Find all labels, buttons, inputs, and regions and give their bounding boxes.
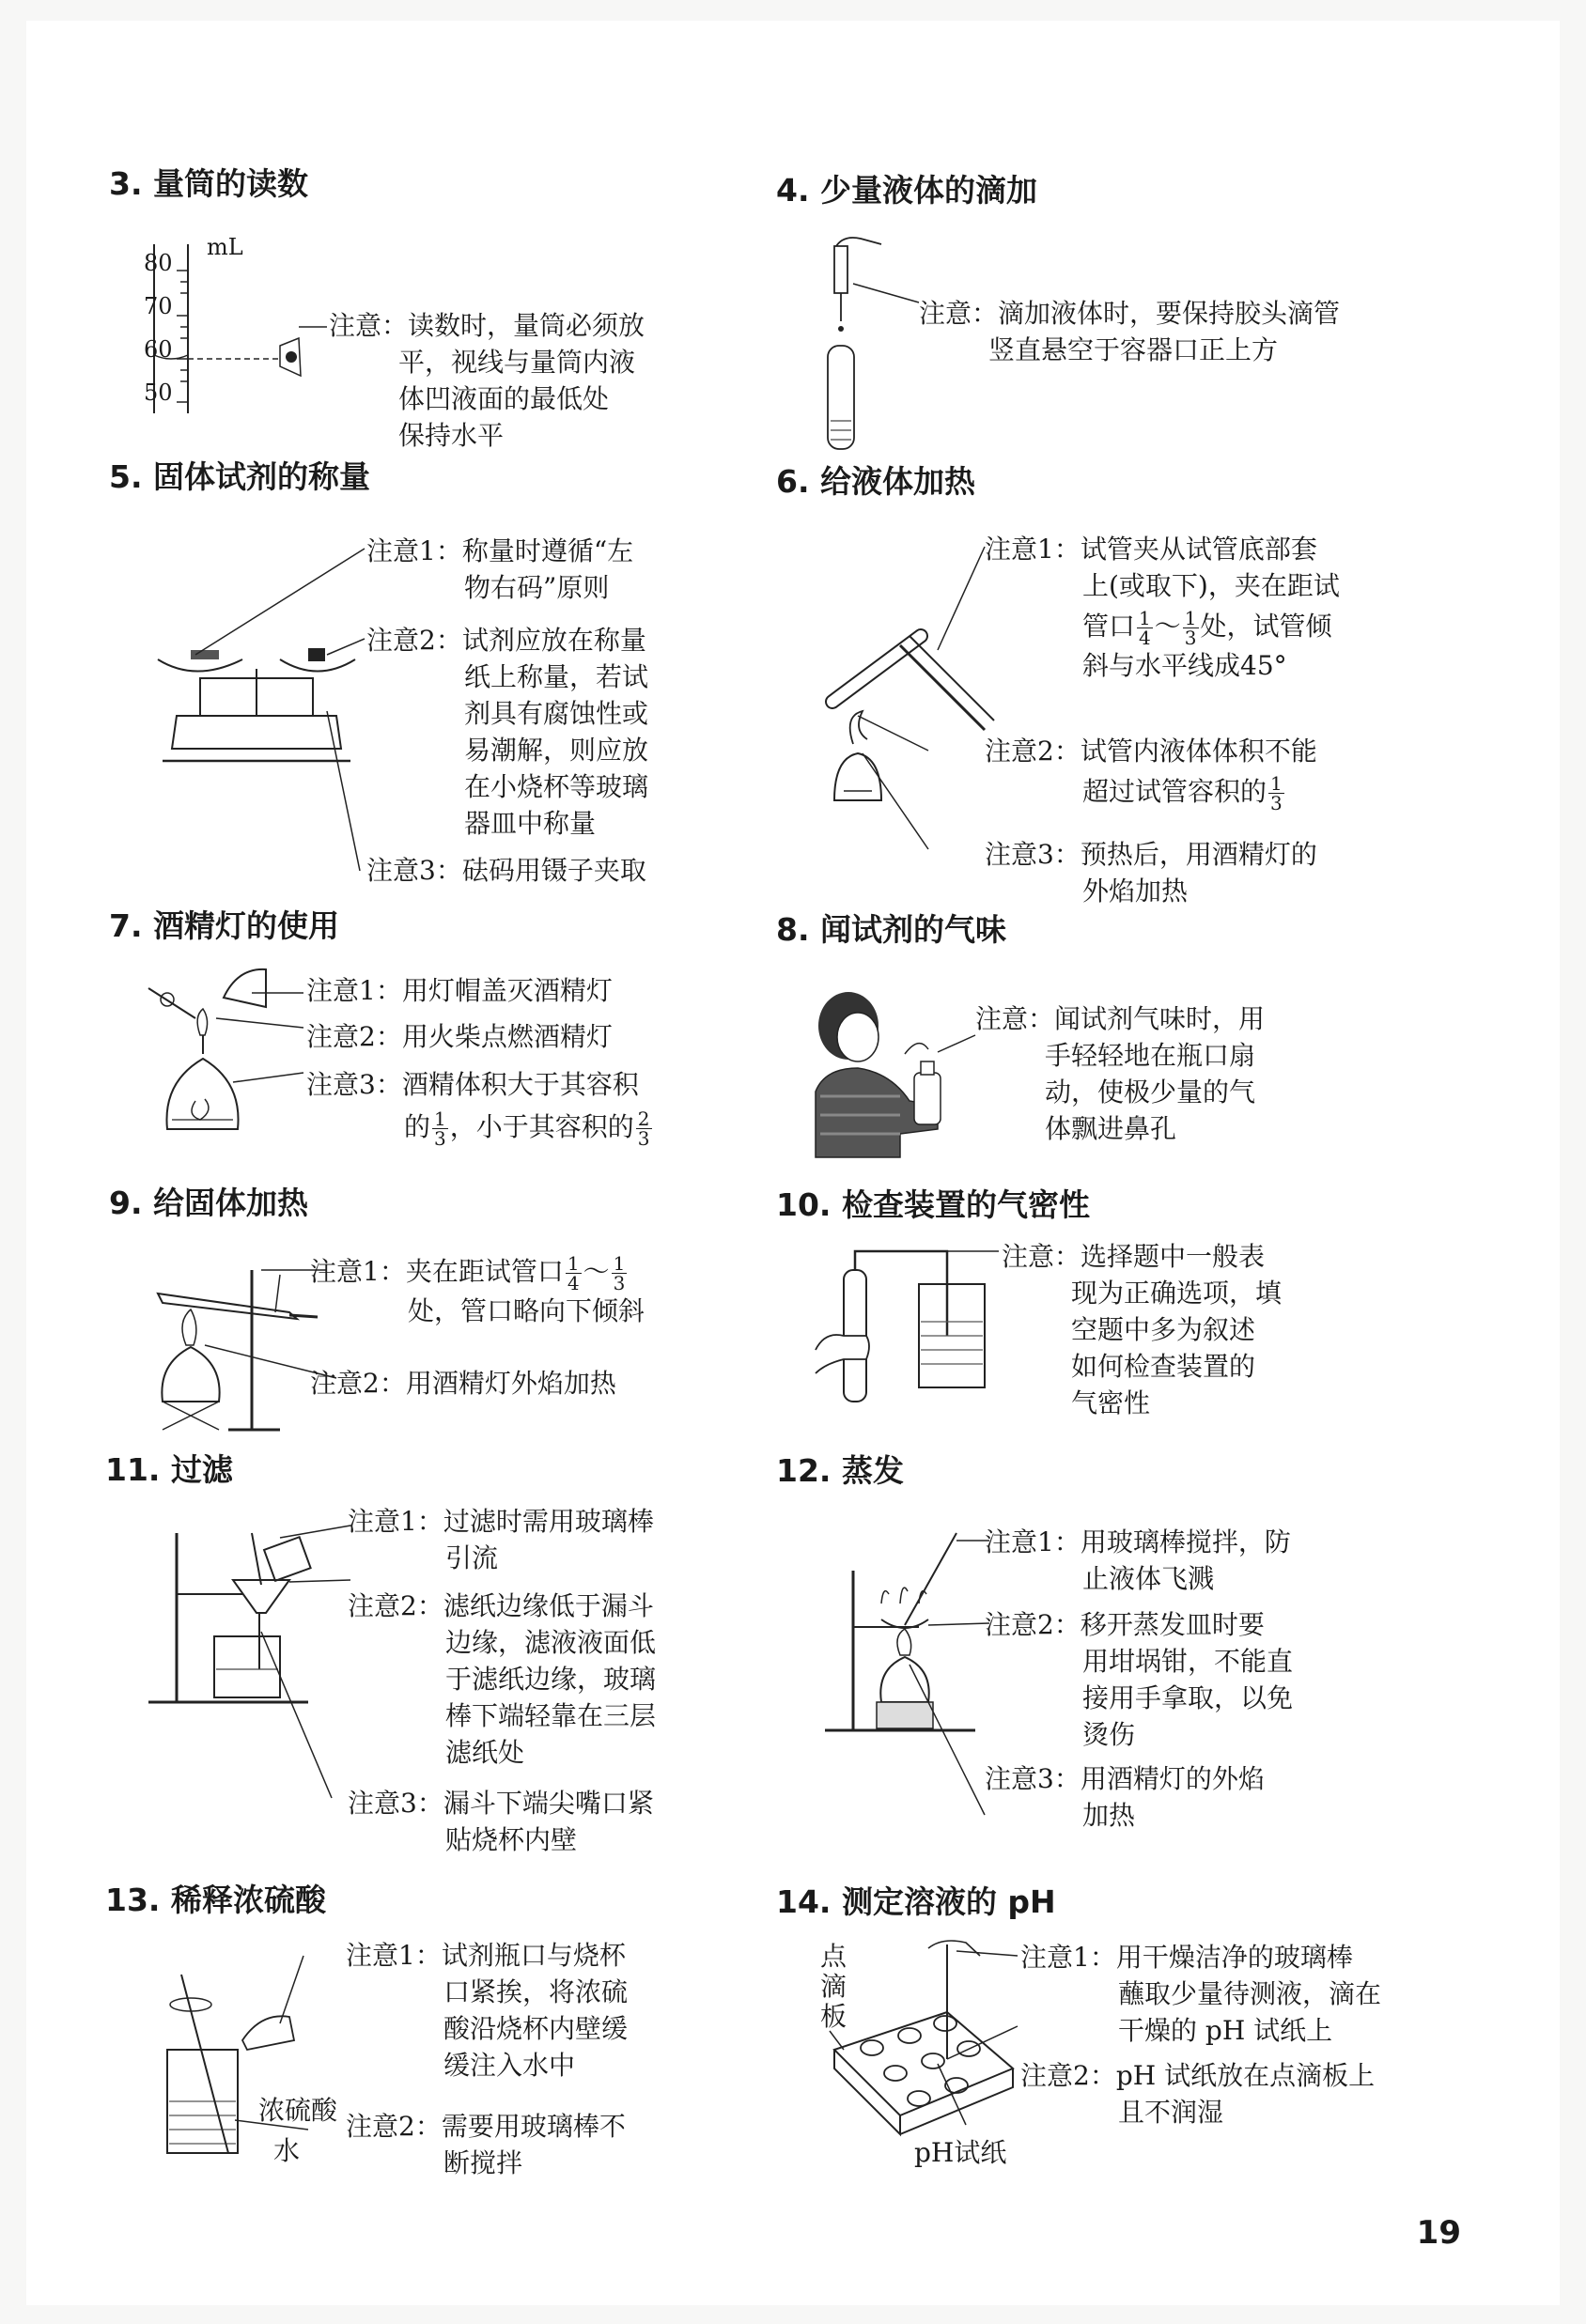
note-line: 处，管口略向下倾斜 bbox=[408, 1295, 645, 1326]
plate-label-char: 板 bbox=[820, 2001, 847, 2032]
note-line: pH 试纸放在点滴板上 bbox=[1115, 2060, 1376, 2091]
scale-50: 50 bbox=[144, 380, 173, 406]
evaporation-figure bbox=[816, 1514, 1003, 1834]
note-line: 易潮解，则应放 bbox=[464, 735, 649, 766]
note-line: 蘸取少量待测液，滴在 bbox=[1118, 1978, 1382, 2009]
numerator: 1 bbox=[1270, 772, 1283, 795]
note-label: 注意1： bbox=[985, 534, 1081, 565]
note-label: 注意1： bbox=[985, 1526, 1081, 1557]
note-line: 用酒精灯外焰加热 bbox=[405, 1368, 616, 1399]
scale-80: 80 bbox=[144, 250, 173, 276]
note-line: 酒精体积大于其容积 bbox=[401, 1069, 639, 1100]
section-9-title: 9. 给固体加热 bbox=[109, 1185, 308, 1221]
section-12-note-1 bbox=[985, 1524, 1291, 1597]
section-13-note-1 bbox=[346, 1937, 628, 2084]
note-line: 漏斗下端尖嘴口紧 bbox=[443, 1788, 654, 1819]
section-11-note-1 bbox=[348, 1503, 654, 1576]
note-line: 试管内液体体积不能 bbox=[1080, 736, 1317, 767]
section-9-note-1 bbox=[310, 1253, 645, 1329]
note-line: 用玻璃棒搅拌，防 bbox=[1080, 1526, 1291, 1557]
note-line: 用坩埚钳，不能直 bbox=[1082, 1646, 1294, 1677]
section-12-note-3 bbox=[985, 1760, 1265, 1834]
section-9-note-2 bbox=[310, 1365, 616, 1402]
note-label: 注意2： bbox=[306, 1021, 402, 1052]
note-text: 的 bbox=[404, 1111, 431, 1142]
section-11-note-3 bbox=[348, 1785, 654, 1858]
note-text: 管口 bbox=[1082, 611, 1136, 642]
note-line: 选择题中一般表 bbox=[1081, 1241, 1266, 1272]
section-8-note bbox=[975, 1000, 1265, 1147]
note-text: 处，试管倾 bbox=[1200, 611, 1332, 642]
note-line: 闻试剂气味时，用 bbox=[1054, 1003, 1266, 1034]
note-line: 动，使极少量的气 bbox=[1045, 1077, 1256, 1108]
section-5-note-3 bbox=[366, 852, 646, 889]
note-line: 棒下端轻靠在三层 bbox=[445, 1700, 657, 1731]
fraction bbox=[432, 1109, 448, 1148]
page-number: 19 bbox=[1416, 2214, 1461, 2252]
section-13-note-2 bbox=[346, 2108, 626, 2181]
note-line: 剂具有腐蚀性或 bbox=[464, 698, 649, 729]
ph-test-figure bbox=[816, 1937, 1032, 2153]
numerator: 1 bbox=[1184, 607, 1197, 629]
note-line: 口紧挨，将浓硫 bbox=[443, 1976, 629, 2007]
note-label: 注意1： bbox=[346, 1940, 442, 1971]
section-8-title: 8. 闻试剂的气味 bbox=[776, 911, 1006, 948]
plate-label bbox=[820, 1942, 847, 2032]
note-label: 注意1： bbox=[1020, 1942, 1116, 1973]
fraction bbox=[566, 1254, 582, 1293]
note-line: 酸沿烧杯内壁缓 bbox=[443, 2013, 629, 2044]
note-label: 注意1： bbox=[366, 535, 462, 566]
section-7-note-2 bbox=[306, 1018, 613, 1055]
ph-paper-label: pH试纸 bbox=[914, 2137, 1007, 2168]
note-text: ，小于其容积的 bbox=[449, 1111, 634, 1142]
scale-70: 70 bbox=[144, 293, 173, 319]
section-10-note bbox=[1002, 1238, 1282, 1421]
fraction bbox=[1183, 609, 1199, 647]
note-label: 注意3： bbox=[985, 839, 1081, 870]
section-5-title: 5. 固体试剂的称量 bbox=[109, 458, 370, 495]
note-line: 保持水平 bbox=[398, 420, 505, 451]
note-label: 注意1： bbox=[310, 1256, 406, 1287]
note-label: 注意1： bbox=[348, 1506, 443, 1537]
numerator: 1 bbox=[613, 1252, 626, 1275]
note-label: 注意2： bbox=[346, 2111, 442, 2142]
note-line: 平，视线与量筒内液 bbox=[398, 347, 636, 378]
section-13-title: 13. 稀释浓硫酸 bbox=[105, 1882, 326, 1918]
note-line: 手轻轻地在瓶口扇 bbox=[1045, 1040, 1256, 1071]
fraction bbox=[636, 1109, 652, 1148]
denominator: 4 bbox=[567, 1272, 580, 1294]
cylinder-unit: mL bbox=[207, 234, 243, 260]
note-line: 在小烧杯等玻璃 bbox=[464, 771, 649, 802]
balance-figure bbox=[148, 528, 383, 875]
note-line: 用酒精灯的外焰 bbox=[1080, 1763, 1265, 1794]
note-label: 注意： bbox=[1002, 1241, 1081, 1272]
note-line: 边缘，滤液液面低 bbox=[445, 1627, 657, 1658]
section-6-note-3 bbox=[985, 836, 1317, 909]
note-line: 竖直悬空于容器口正上方 bbox=[988, 334, 1279, 365]
note-label: 注意： bbox=[919, 298, 999, 329]
note-line: 接用手拿取，以免 bbox=[1082, 1682, 1294, 1713]
note-line: 移开蒸发皿时要 bbox=[1080, 1609, 1265, 1640]
section-4-title: 4. 少量液体的滴加 bbox=[776, 172, 1037, 209]
denominator: 3 bbox=[434, 1127, 446, 1150]
section-6-note-2 bbox=[985, 733, 1317, 813]
note-label: 注意3： bbox=[985, 1763, 1081, 1794]
section-6-note-1 bbox=[985, 531, 1340, 684]
plate-label-char: 滴 bbox=[820, 1971, 847, 2002]
note-line: 干燥的 pH 试纸上 bbox=[1118, 2015, 1333, 2046]
fraction bbox=[1137, 609, 1153, 647]
note-line: 需要用玻璃棒不 bbox=[441, 2111, 626, 2142]
note-label: 注意2： bbox=[310, 1368, 406, 1399]
denominator: 3 bbox=[1184, 627, 1197, 649]
section-11-title: 11. 过滤 bbox=[105, 1451, 233, 1488]
note-line: 物右码”原则 bbox=[464, 572, 610, 603]
note-line: 断搅拌 bbox=[443, 2147, 523, 2178]
note-line: 现为正确选项，填 bbox=[1071, 1278, 1283, 1309]
note-line: 读数时，量筒必须放 bbox=[408, 310, 645, 341]
note-line: 预热后，用酒精灯的 bbox=[1080, 839, 1317, 870]
note-label: 注意2： bbox=[985, 736, 1081, 767]
section-11-note-2 bbox=[348, 1588, 656, 1771]
section-4-note bbox=[919, 295, 1340, 368]
note-label: 注意2： bbox=[1020, 2060, 1116, 2091]
note-line-with-fraction bbox=[985, 608, 1340, 647]
note-line: 过滤时需用玻璃棒 bbox=[443, 1506, 654, 1537]
section-3-title: 3. 量筒的读数 bbox=[109, 165, 308, 202]
section-5-note-2 bbox=[366, 622, 648, 842]
plate-label-char: 点 bbox=[820, 1941, 847, 1972]
note-line: 外焰加热 bbox=[1082, 875, 1189, 906]
note-label: 注意2： bbox=[348, 1590, 443, 1621]
note-line: 滤纸处 bbox=[445, 1737, 525, 1768]
alcohol-lamp-figure bbox=[148, 960, 318, 1148]
note-label: 注意3： bbox=[306, 1069, 402, 1100]
note-line: 试管夹从试管底部套 bbox=[1080, 534, 1317, 565]
denominator: 3 bbox=[1270, 792, 1283, 814]
denominator: 4 bbox=[1139, 627, 1151, 649]
note-label: 注意2： bbox=[366, 625, 462, 656]
note-line: 器皿中称量 bbox=[464, 808, 597, 839]
note-line: 止液体飞溅 bbox=[1082, 1563, 1215, 1594]
note-line: 砝码用镊子夹取 bbox=[461, 855, 646, 886]
note-line: 纸上称量，若试 bbox=[464, 661, 649, 692]
note-label: 注意3： bbox=[348, 1788, 443, 1819]
page-inner bbox=[26, 21, 1560, 2305]
section-7-note-3 bbox=[306, 1066, 654, 1148]
note-line: 试剂瓶口与烧杯 bbox=[441, 1940, 626, 1971]
numerator: 1 bbox=[1139, 607, 1151, 629]
note-line: 且不润湿 bbox=[1118, 2097, 1224, 2128]
numerator: 1 bbox=[567, 1252, 580, 1275]
note-label: 注意2： bbox=[985, 1609, 1081, 1640]
note-line: 用灯帽盖灭酒精灯 bbox=[401, 975, 613, 1006]
heating-liquid-figure bbox=[816, 528, 1013, 866]
water-label: 水 bbox=[273, 2135, 301, 2166]
scale-60: 60 bbox=[144, 336, 173, 363]
note-line: 加热 bbox=[1082, 1800, 1136, 1831]
note-line: 滴加液体时，要保持胶头滴管 bbox=[998, 298, 1341, 329]
section-6-title: 6. 给液体加热 bbox=[776, 463, 975, 500]
section-3-note bbox=[329, 307, 645, 454]
tilde: ～ bbox=[583, 1256, 610, 1287]
fraction bbox=[1268, 774, 1284, 813]
section-12-title: 12. 蒸发 bbox=[776, 1452, 904, 1489]
section-7-title: 7. 酒精灯的使用 bbox=[109, 907, 339, 944]
note-label: 注意： bbox=[975, 1003, 1055, 1034]
diluting-acid-figure bbox=[139, 1937, 355, 2162]
note-line: 于滤纸边缘，玻璃 bbox=[445, 1664, 657, 1695]
note-line: 贴烧杯内壁 bbox=[445, 1824, 578, 1855]
note-line: 体凹液面的最低处 bbox=[398, 383, 610, 414]
note-line-with-fraction bbox=[306, 1108, 654, 1148]
cylinder-scale bbox=[144, 239, 173, 417]
note-line: 斜与水平线成45° bbox=[1082, 650, 1287, 681]
note-text: 夹在距试管口 bbox=[405, 1256, 564, 1287]
section-12-note-2 bbox=[985, 1606, 1293, 1753]
note-line: 如何检查装置的 bbox=[1071, 1351, 1256, 1382]
leader-line bbox=[299, 312, 327, 331]
section-5-note-1 bbox=[366, 533, 633, 606]
smelling-person-figure bbox=[806, 979, 985, 1157]
note-label: 注意： bbox=[329, 310, 409, 341]
note-line: 气密性 bbox=[1071, 1387, 1151, 1418]
note-line: 用干燥洁净的玻璃棒 bbox=[1115, 1942, 1353, 1973]
note-line: 体飘进鼻孔 bbox=[1045, 1113, 1177, 1144]
numerator: 2 bbox=[637, 1108, 650, 1130]
section-10-title: 10. 检查装置的气密性 bbox=[776, 1186, 1090, 1223]
section-14-note-2 bbox=[1020, 2057, 1375, 2130]
note-line-with-fraction bbox=[985, 773, 1317, 813]
note-line: 上(或取下)，夹在距试 bbox=[1082, 570, 1340, 601]
filtration-figure bbox=[139, 1514, 355, 1824]
note-line: 缓注入水中 bbox=[443, 2050, 576, 2081]
note-line: 滤纸边缘低于漏斗 bbox=[443, 1590, 654, 1621]
note-line: 引流 bbox=[445, 1542, 499, 1573]
note-label: 注意1： bbox=[306, 975, 402, 1006]
note-line: 称量时遵循“左 bbox=[461, 535, 634, 566]
fraction bbox=[612, 1254, 628, 1293]
note-line: 试剂应放在称量 bbox=[461, 625, 646, 656]
note-line: 空题中多为叙述 bbox=[1071, 1314, 1256, 1345]
note-text: 超过试管容积的 bbox=[1082, 776, 1267, 807]
section-14-title: 14. 测定溶液的 pH bbox=[776, 1883, 1056, 1920]
section-14-note-1 bbox=[1020, 1939, 1381, 2049]
note-line: 烫伤 bbox=[1082, 1719, 1136, 1750]
numerator: 1 bbox=[434, 1108, 446, 1130]
note-label: 注意3： bbox=[366, 855, 462, 886]
note-line: 用火柴点燃酒精灯 bbox=[401, 1021, 613, 1052]
tilde: ～ bbox=[1154, 611, 1181, 642]
denominator: 3 bbox=[613, 1272, 626, 1294]
section-7-note-1 bbox=[306, 972, 613, 1009]
acid-label: 浓硫酸 bbox=[258, 2095, 338, 2126]
denominator: 3 bbox=[637, 1127, 650, 1150]
airtightness-figure bbox=[816, 1242, 1013, 1411]
